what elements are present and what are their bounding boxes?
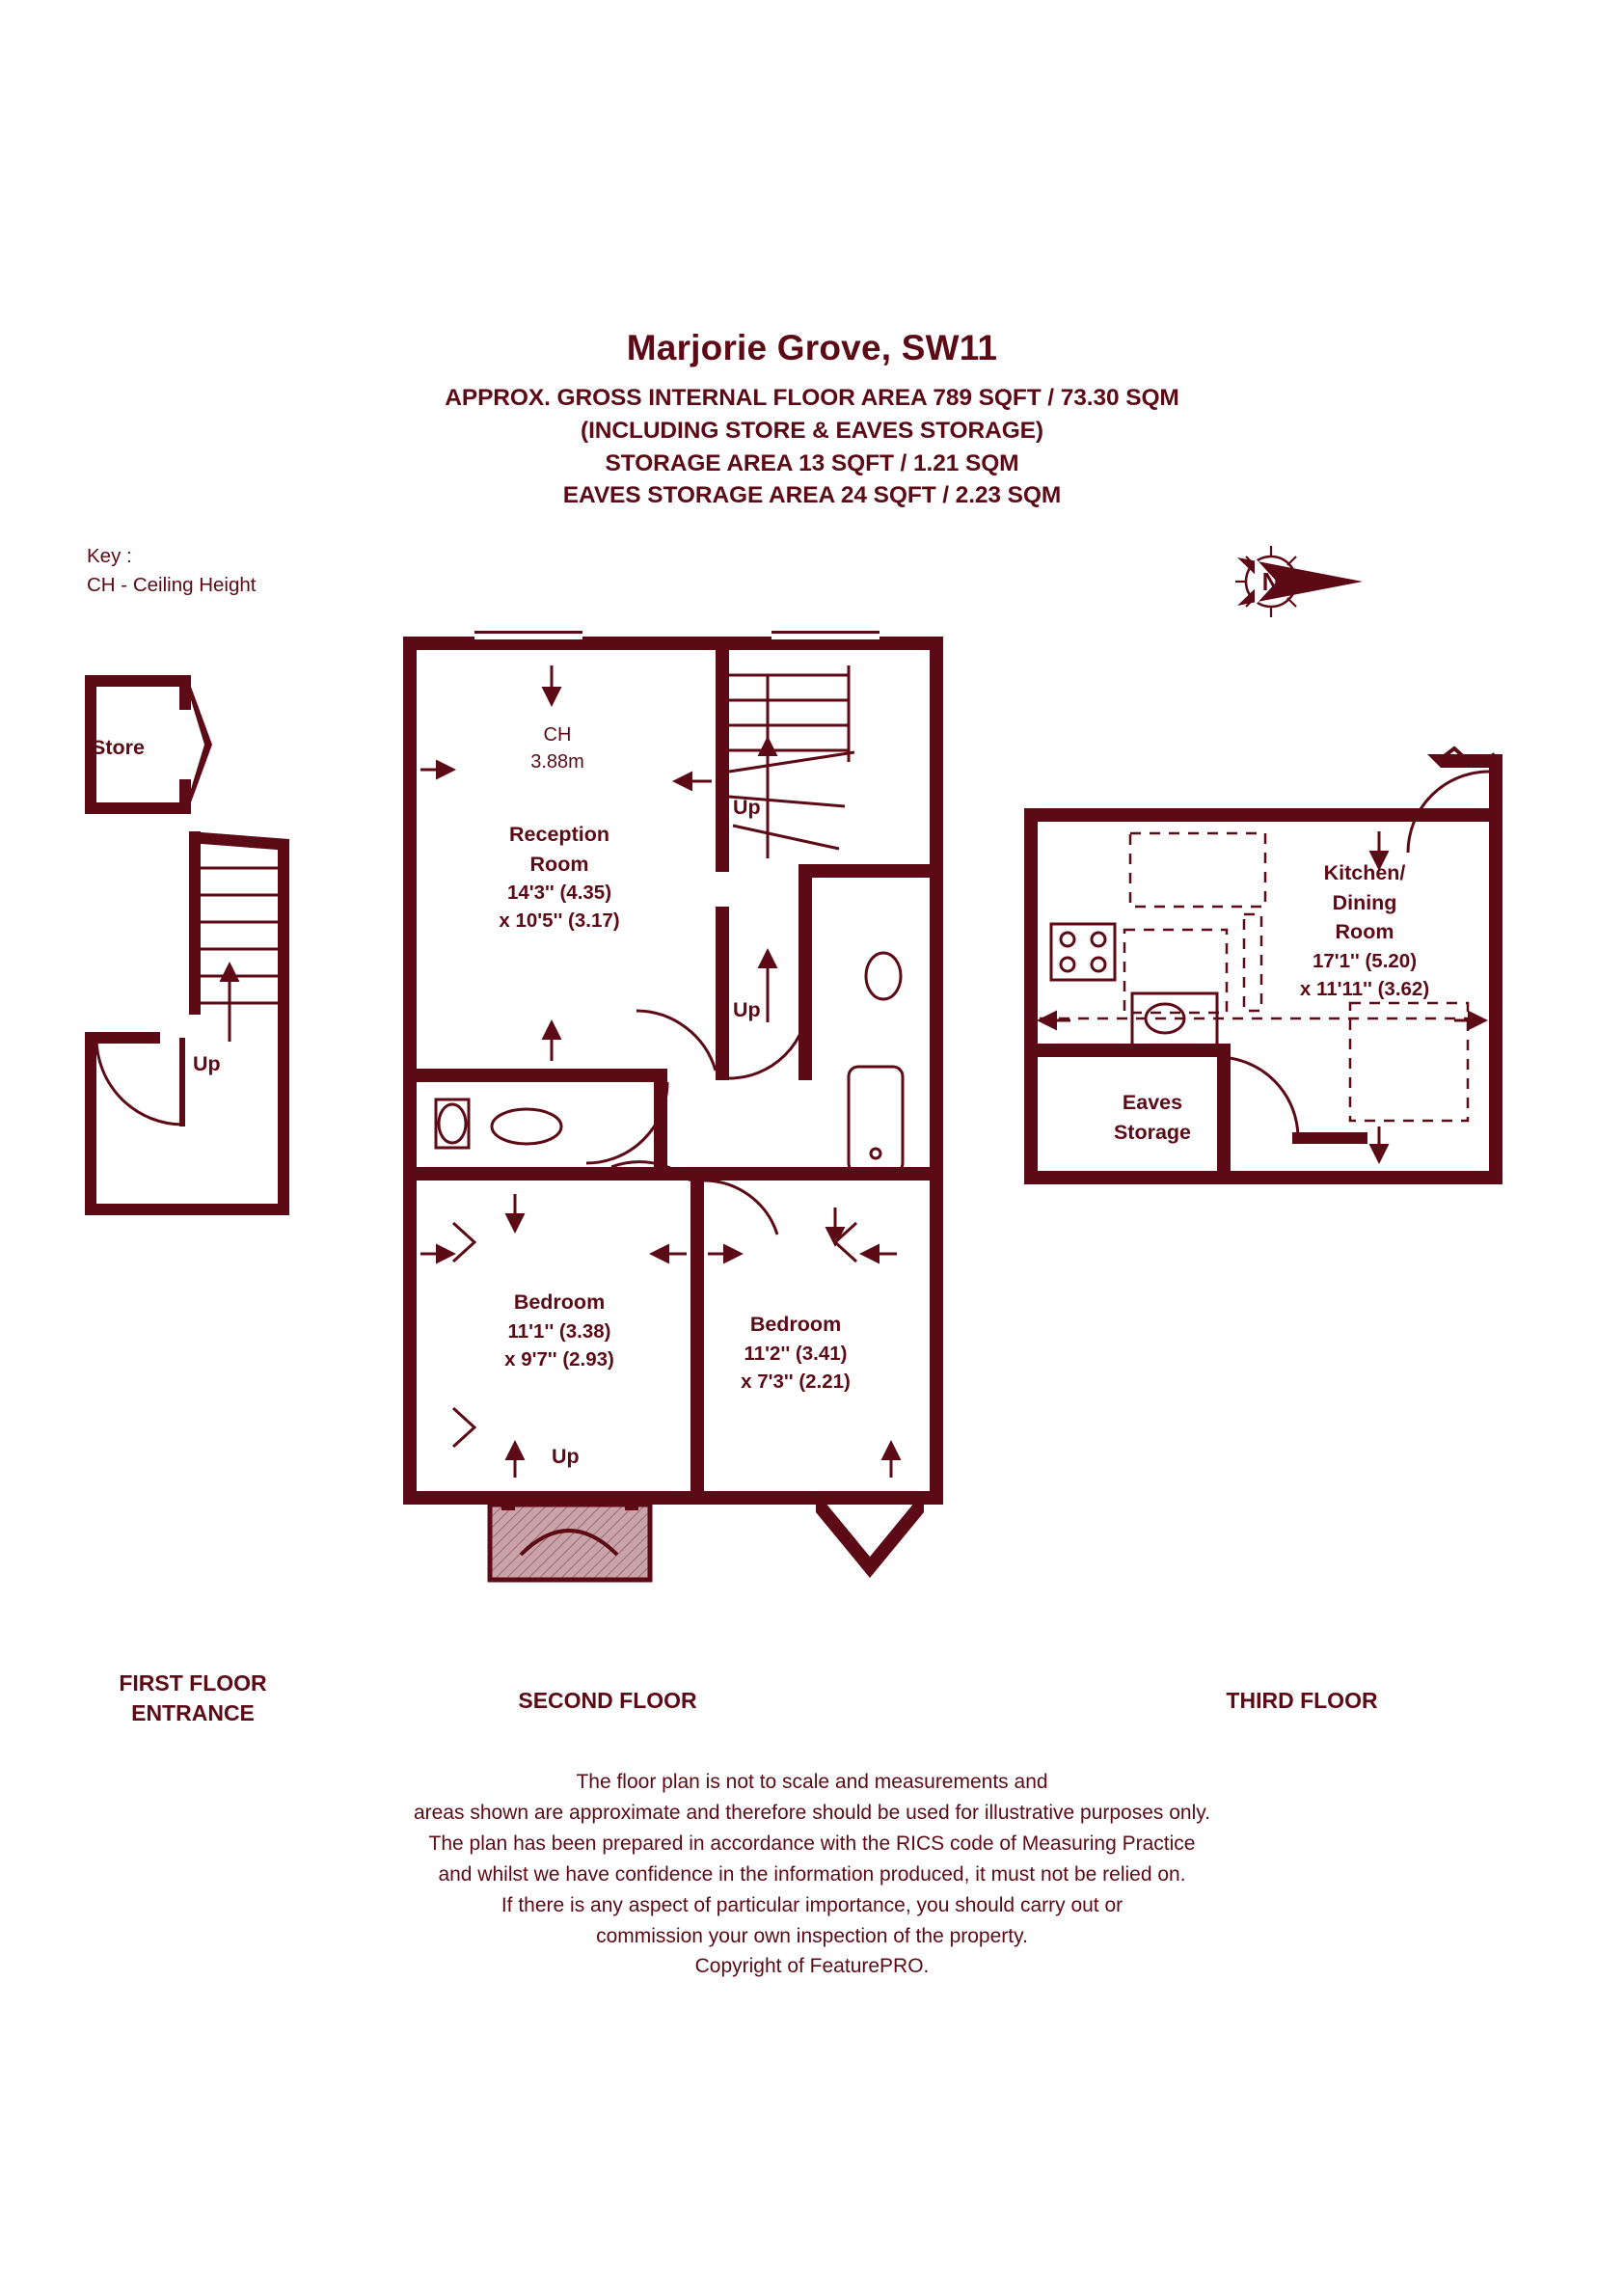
header-line-1: APPROX. GROSS INTERNAL FLOOR AREA 789 SQFT / 73.30 SQM	[445, 385, 1179, 411]
key-entry-ceiling-height: CH - Ceiling Height	[87, 573, 257, 596]
ceiling-height-abbr: CH	[543, 724, 572, 746]
room-label-kitchen-dining: Kitchen/ Dining Room 17'1'' (5.20) x 11'11'' (3.62)	[1299, 861, 1430, 1000]
header-line-2: (INCLUDING STORE & EAVES STORAGE)	[581, 417, 1043, 444]
floor-caption-second: SECOND FLOOR	[518, 1688, 697, 1713]
plan-header	[0, 328, 1624, 512]
key-legend	[87, 542, 256, 599]
disclaimer-line-1: The floor plan is not to scale and measurements and	[576, 1771, 1048, 1793]
store-name: Store	[92, 736, 145, 759]
header-line-3: STORAGE AREA 13 SQFT / 1.21 SQM	[605, 449, 1019, 476]
disclaimer-line-5: If there is any aspect of particular importance, you should carry out or	[501, 1893, 1123, 1916]
stair-label-up-second-floor-top: Up	[733, 796, 761, 819]
key-heading: Key :	[87, 545, 132, 567]
compass-north-label: N	[1261, 567, 1281, 596]
compass-rose	[1213, 529, 1396, 635]
second-floor-plan	[403, 631, 943, 1580]
stair-label-up-first-floor: Up	[193, 1052, 221, 1075]
room-label-store	[92, 733, 145, 763]
floor-caption-first: FIRST FLOOR ENTRANCE	[119, 1670, 267, 1726]
room-label-reception: Reception Room 14'3'' (4.35) x 10'5'' (3.17)	[499, 823, 620, 933]
disclaimer-line-6: commission your own inspection of the property.	[596, 1924, 1028, 1947]
disclaimer-line-2: areas shown are approximate and therefore should be used for illustrative purposes only.	[413, 1801, 1211, 1824]
room-label-bedroom-2: Bedroom 11'2'' (3.41) x 7'3'' (2.21)	[741, 1313, 851, 1393]
disclaimer-line-3: The plan has been prepared in accordance with the RICS code of Measuring Practice	[428, 1832, 1196, 1855]
ceiling-height-badge	[504, 721, 610, 776]
disclaimer-block	[0, 1767, 1624, 1982]
room-label-eaves-storage: Eaves Storage	[1113, 1091, 1192, 1144]
floor-caption-third: THIRD FLOOR	[1226, 1688, 1378, 1713]
room-label-bedroom-1: Bedroom 11'1'' (3.38) x 9'7'' (2.93)	[504, 1290, 614, 1371]
copyright-line: Copyright of FeaturePRO.	[694, 1955, 930, 1978]
page-title: Marjorie Grove, SW11	[626, 328, 998, 367]
ceiling-height-value: 3.88m	[530, 751, 584, 774]
stair-label-up-second-floor-bottom: Up	[552, 1445, 580, 1468]
stair-label-up-second-floor-middle: Up	[733, 998, 761, 1021]
disclaimer-line-4: and whilst we have confidence in the information produced, it must not be relied on.	[438, 1862, 1186, 1886]
header-line-4: EAVES STORAGE AREA 24 SQFT / 2.23 SQM	[562, 482, 1062, 509]
